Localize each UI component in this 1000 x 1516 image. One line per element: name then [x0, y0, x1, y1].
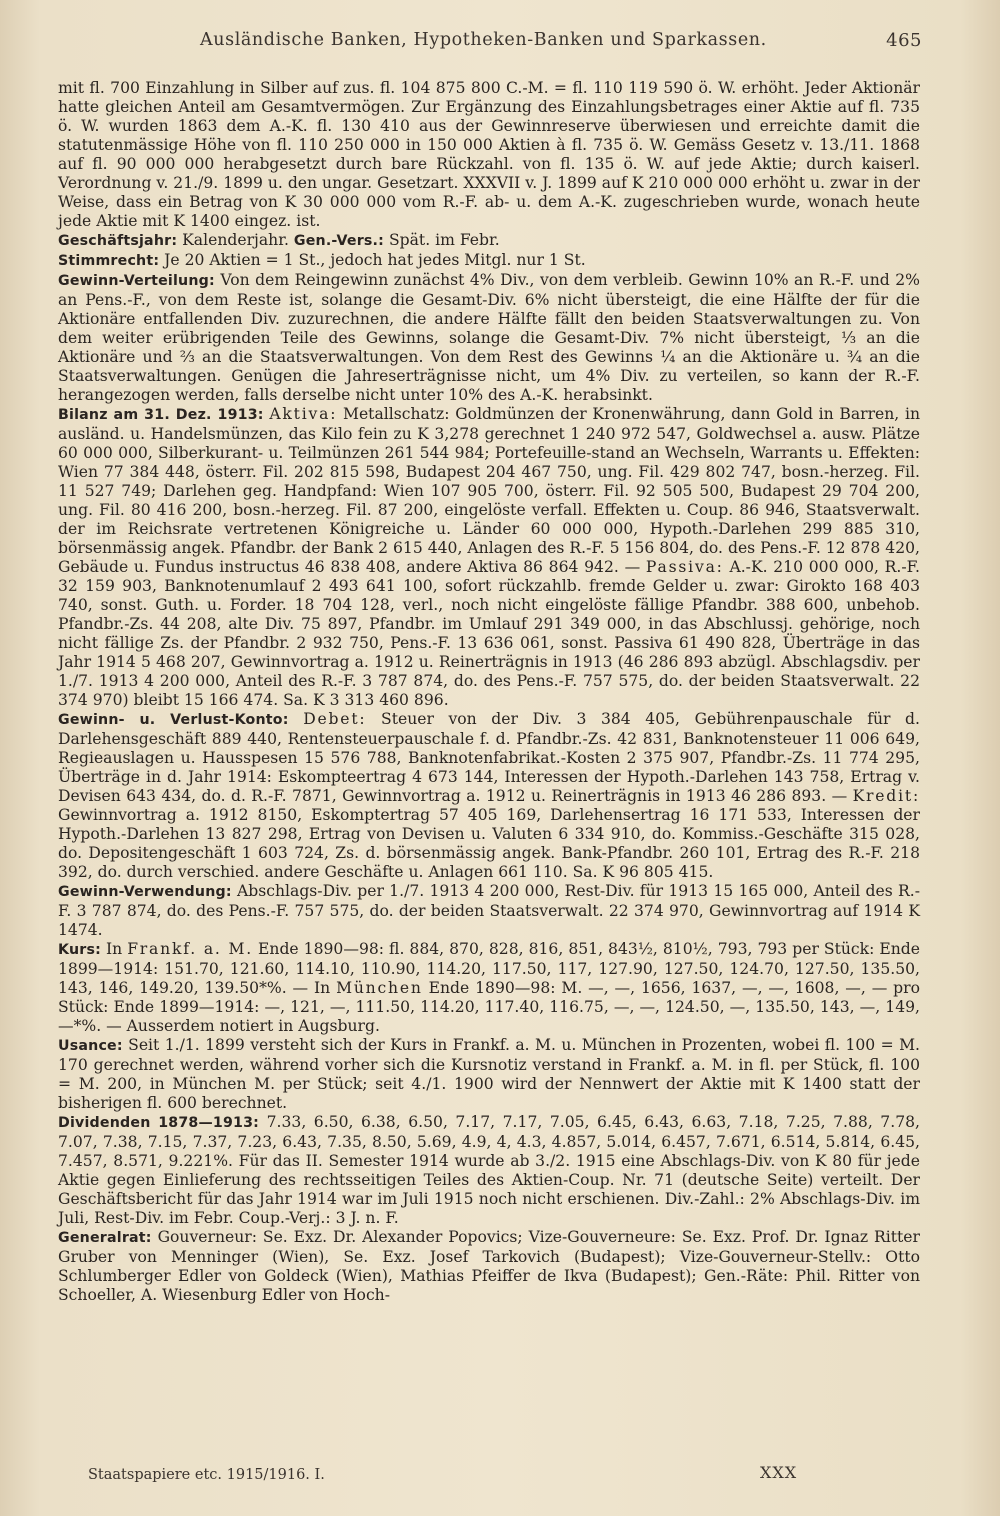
page-footer	[0, 1463, 1000, 1485]
running-head	[0, 30, 1000, 56]
page-body	[58, 79, 920, 1305]
usance-text: Seit 1./1. 1899 versteht sich der Kurs in Frankf. a. M. u. München in Prozenten, wobei fl. 100 = M. 170 gerechnet werden, während vorher sich die Kursnotiz verstand in Frankf. a. M. in fl. per Stück, fl. 100 = M. 200, in München M. per Stück; seit 4./1. 1900 wird der Nennwert der Aktie mit K 1400 statt der bisherigen fl. 600 berechnet.	[58, 1036, 920, 1112]
running-title: Ausländische Banken, Hypotheken-Banken und Sparkassen.	[200, 30, 767, 50]
dividends-paragraph	[58, 1113, 920, 1228]
frankfurt-keyword: Frankf. a. M.	[127, 940, 254, 958]
general-council-label: Generalrat:	[58, 1230, 152, 1246]
dividends-text: 7.33, 6.50, 6.38, 6.50, 7.17, 7.17, 7.05, 6.45, 6.43, 6.63, 7.18, 7.25, 7.88, 7.78, 7.07, 7.38, 7.15, 7.37, 7.23, 6.43, 7.35, 8.50, 5.69, 4.9, 4, 4.3, 4.857, 5.014, 6.457, 7.671, 6.514, 5.814, 6.45, 7.457, 8.571, 9.221%. Für das II. Semester 1914 wurde ab 3./2. 1915 eine Abschlags-Div. von K 80 für jede Aktie gegen Einlieferung des rechtsseitigen Teiles des Aktien-Coup. Nr. 71 (deutsche Seite) verteilt. Der Geschäftsbericht für das Jahr 1914 war im Juli 1915 noch nicht erschienen. Div.-Zahl.: 2% Abschlags-Div. im Juli, Rest-Div. im Febr. Coup.-Verj.: 3 J. n. F.	[58, 1113, 920, 1227]
price-text-c: Ende 1890—98: M. —, —, 1656, 1637, —, —, 1608, —, — pro Stück: Ende 1899—1914: —, 121, —, 111.50, 114.20, 117.40, 116.75, —, —, 124.50, —, 135.50, 143, —, 149, —*%. — Ausserdem notiert in Augsburg.	[58, 979, 920, 1035]
munich-keyword: München	[336, 979, 423, 997]
balance-sheet-paragraph	[58, 405, 920, 710]
general-council-paragraph	[58, 1228, 920, 1305]
capital-history-text: mit fl. 700 Einzahlung in Silber auf zus. fl. 104 875 800 C.-M. = fl. 110 119 590 ö. W. erhöht. Jeder Aktionär hatte gleichen Anteil am Gesamtvermögen. Zur Ergänzung des Einzahlungsbetrages einer Aktie auf fl. 735 ö. W. wurden 1863 dem A.-K. fl. 130 410 aus der Gewinnreserve überwiesen und erreichte damit die statutenmässige Höhe von fl. 110 250 000 in 150 000 Aktien à fl. 735 ö. W. Gemäss Gesetz v. 13./11. 1868 auf fl. 90 000 000 herabgesetzt durch bare Rückzahl. von fl. 135 ö. W. auf jede Aktie; durch kaiserl. Verordnung v. 21./9. 1899 u. den ungar. Gesetzart. XXXVII v. J. 1899 auf K 210 000 000 erhöht u. zwar in der Weise, dass ein Betrag von K 30 000 000 vom R.-F. ab- u. dem A.-K. zugeschrieben wurde, wonach heute jede Aktie mit K 1400 eingez. ist.	[58, 79, 920, 230]
assets-keyword: Aktiva:	[269, 405, 338, 423]
price-paragraph	[58, 940, 920, 1036]
voting-rights-label: Stimmrecht:	[58, 253, 160, 269]
business-year-paragraph	[58, 231, 920, 251]
price-text-a: In	[100, 940, 128, 958]
dividends-label: Dividenden 1878—1913:	[58, 1115, 260, 1131]
liabilities-text: A.-K. 210 000 000, R.-F. 32 159 903, Banknotenumlauf 2 493 641 100, sofort rückzahlb. fremde Gelder u. zwar: Girokto 168 403 740, sonst. Guth. u. Forder. 18 704 128, verl., noch nicht eingelöste fällige Pfandbr. 388 600, unbehob. Pfandbr.-Zs. 44 208, alte Div. 75 897, Pfandbr. im Umlauf 291 349 000, in das Abschlussj. gehörige, noch nicht fällige Zs. der Pfandbr. 2 932 750, Pens.-F. 13 636 061, sonst. Passiva 61 490 828, Überträge in das Jahr 1914 5 468 207, Gewinnvortrag a. 1912 u. Reinerträgnis in 1913 (46 286 893 abzügl. Abschlagsdiv. per 1./7. 1913 4 200 000, Anteil des R.-F. 3 787 874, do. des Pens.-F. 757 575, do. der beiden Staatsverwalt. 22 374 970) bleibt 15 166 474. Sa. K 3 313 460 896.	[58, 558, 920, 709]
debit-text: Steuer von der Div. 3 384 405, Gebührenpauschale für d. Darlehensgeschäft 889 440, Rentensteuerpauschale f. d. Pfandbr.-Zs. 42 831, Banknotensteuer 11 006 649, Regieauslagen u. Hausspesen 15 576 788, Banknotenfabrikat.-Kosten 2 375 907, Pfandbr.-Zs. 11 774 295, Überträge in d. Jahr 1914: Eskompteertrag 4 673 144, Interessen der Hypoth.-Darlehen 143 758, Ertrag v. Devisen 643 434, do. d. R.-F. 7871, Gewinnvortrag a. 1912 u. Reinerträgnis in 1913 46 286 893. —	[58, 710, 920, 805]
profit-loss-paragraph	[58, 710, 920, 882]
profit-distribution-label: Gewinn-Verteilung:	[58, 273, 215, 289]
profit-use-label: Gewinn-Verwendung:	[58, 884, 232, 900]
profit-distribution-text: Von dem Reingewinn zunächst 4% Div., von dem verbleib. Gewinn 10% an R.-F. und 2% an Pens.-F., von dem Reste ist, solange die Gesamt-Div. 6% nicht übersteigt, die eine Hälfte der für die Aktionäre entfallenden Div. zuzurechnen, die andere Hälfte fällt den beiden Staatsverwaltungen zu. Von dem weiter erübrigenden Teile des Gewinns, solange die Gesamt-Div. 7% nicht übersteigt, ⅓ an die Aktionäre und ⅔ an die Staatsverwaltungen. Von dem Rest des Gewinns ¼ an die Aktionäre u. ¾ an die Staatsverwaltungen. Genügen die Jahreserträgnisse nicht, um 4% Div. zu verteilen, so kann der R.-F. herangezogen werden, falls derselbe nicht unter 10% des A.-K. herabsinkt.	[58, 271, 920, 404]
profit-distribution-paragraph	[58, 271, 920, 405]
voting-rights-paragraph	[58, 251, 920, 271]
liabilities-keyword: Passiva:	[645, 558, 724, 576]
capital-history-paragraph	[58, 79, 920, 231]
profit-use-text: Abschlags-Div. per 1./7. 1913 4 200 000, Rest-Div. für 1913 15 165 000, Anteil des R.-F. 3 787 874, do. des Pens.-F. 757 575, do. der beiden Staatsverwalt. 22 374 970, Gewinnvortrag auf 1914 K 1474.	[58, 882, 920, 939]
price-label: Kurs:	[58, 942, 101, 958]
usance-label: Usance:	[58, 1038, 123, 1054]
footnote: Staatspapiere etc. 1915/1916. I.	[88, 1467, 325, 1483]
voting-rights-text: Je 20 Aktien = 1 St., jedoch hat jedes Mitgl. nur 1 St.	[159, 251, 586, 269]
debit-keyword: Debet:	[303, 710, 367, 728]
business-year-text: Kalenderjahr.	[177, 231, 294, 249]
general-meeting-label: Gen.-Vers.:	[293, 233, 385, 249]
general-meeting-text: Spät. im Febr.	[384, 231, 500, 249]
usance-paragraph	[58, 1036, 920, 1113]
credit-keyword: Kredit:	[852, 787, 920, 805]
page-number: 465	[886, 30, 922, 51]
price-text-b: Ende 1890—98: fl. 884, 870, 828, 816, 851, 843½, 810½, 793, 793 per Stück: Ende 1899—1914: 151.70, 121.60, 114.10, 110.90, 114.20, 117.50, 117, 127.90, 127.50, 124.70, 127.50, 135.50, 143, 146, 149.20, 139.50*%. — In	[58, 940, 920, 997]
balance-sheet-label: Bilanz am 31. Dez. 1913:	[58, 407, 264, 423]
credit-text: Gewinnvortrag a. 1912 8150, Eskomptertrag 57 405 169, Darlehensertrag 16 171 533, Interessen der Hypoth.-Darlehen 13 827 298, Ertrag von Devisen u. Valuten 6 334 910, do. Kommiss.-Geschäfte 315 028, do. Depositengeschäft 1 603 724, Zs. d. börsenmässig angek. Bank-Pfandbr. 260 101, Ertrag des R.-F. 218 392, do. durch verschied. andere Geschäfte u. Anlagen 661 110. Sa. K 96 805 415.	[58, 806, 920, 881]
signature-mark: XXX	[760, 1463, 798, 1482]
assets-text: Metallschatz: Goldmünzen der Kronenwährung, dann Gold in Barren, in ausländ. u. Handelsmünzen, das Kilo fein zu K 3,278 gerechnet 1 240 972 547, Goldwechsel a. ausw. Plätze 60 000 000, Silberkurant- u. Teilmünzen 261 544 984; Portefeuille-stand an Wechseln, Warrants u. Effekten: Wien 77 384 448, österr. Fil. 202 815 598, Budapest 204 467 750, ung. Fil. 429 802 747, bosn.-herzeg. Fil. 11 527 749; Darlehen geg. Handpfand: Wien 107 905 700, österr. Fil. 92 505 500, Budapest 29 704 200, ung. Fil. 80 416 200, bosn.-herzeg. Fil. 87 200, eingelöste verfall. Effekten u. Coup. 86 946, Staatsverwalt. der im Reichsrate vertretenen Königreiche u. Länder 60 000 000, Hypoth.-Darlehen 299 885 310, börsenmässig angek. Pfandbr. der Bank 2 615 440, Anlagen des R.-F. 5 156 804, do. des Pens.-F. 12 878 420, Gebäude u. Fundus instructus 46 838 408, andere Aktiva 86 864 942. —	[58, 405, 920, 576]
general-council-text: Gouverneur: Se. Exz. Dr. Alexander Popovics; Vize-Gouverneure: Se. Exz. Prof. Dr. Ignaz Ritter Gruber von Menninger (Wien), Se. Exz. Josef Tarkovich (Budapest); Vize-Gouverneur-Stellv.: Otto Schlumberger Edler von Goldeck (Wien), Mathias Pfeiffer de Ikva (Budapest); Gen.-Räte: Phil. Ritter von Schoeller, A. Wiesenburg Edler von Hoch-	[58, 1228, 920, 1304]
profit-loss-label: Gewinn- u. Verlust-Konto:	[58, 712, 289, 728]
profit-use-paragraph	[58, 882, 920, 940]
business-year-label: Geschäftsjahr:	[58, 233, 178, 249]
